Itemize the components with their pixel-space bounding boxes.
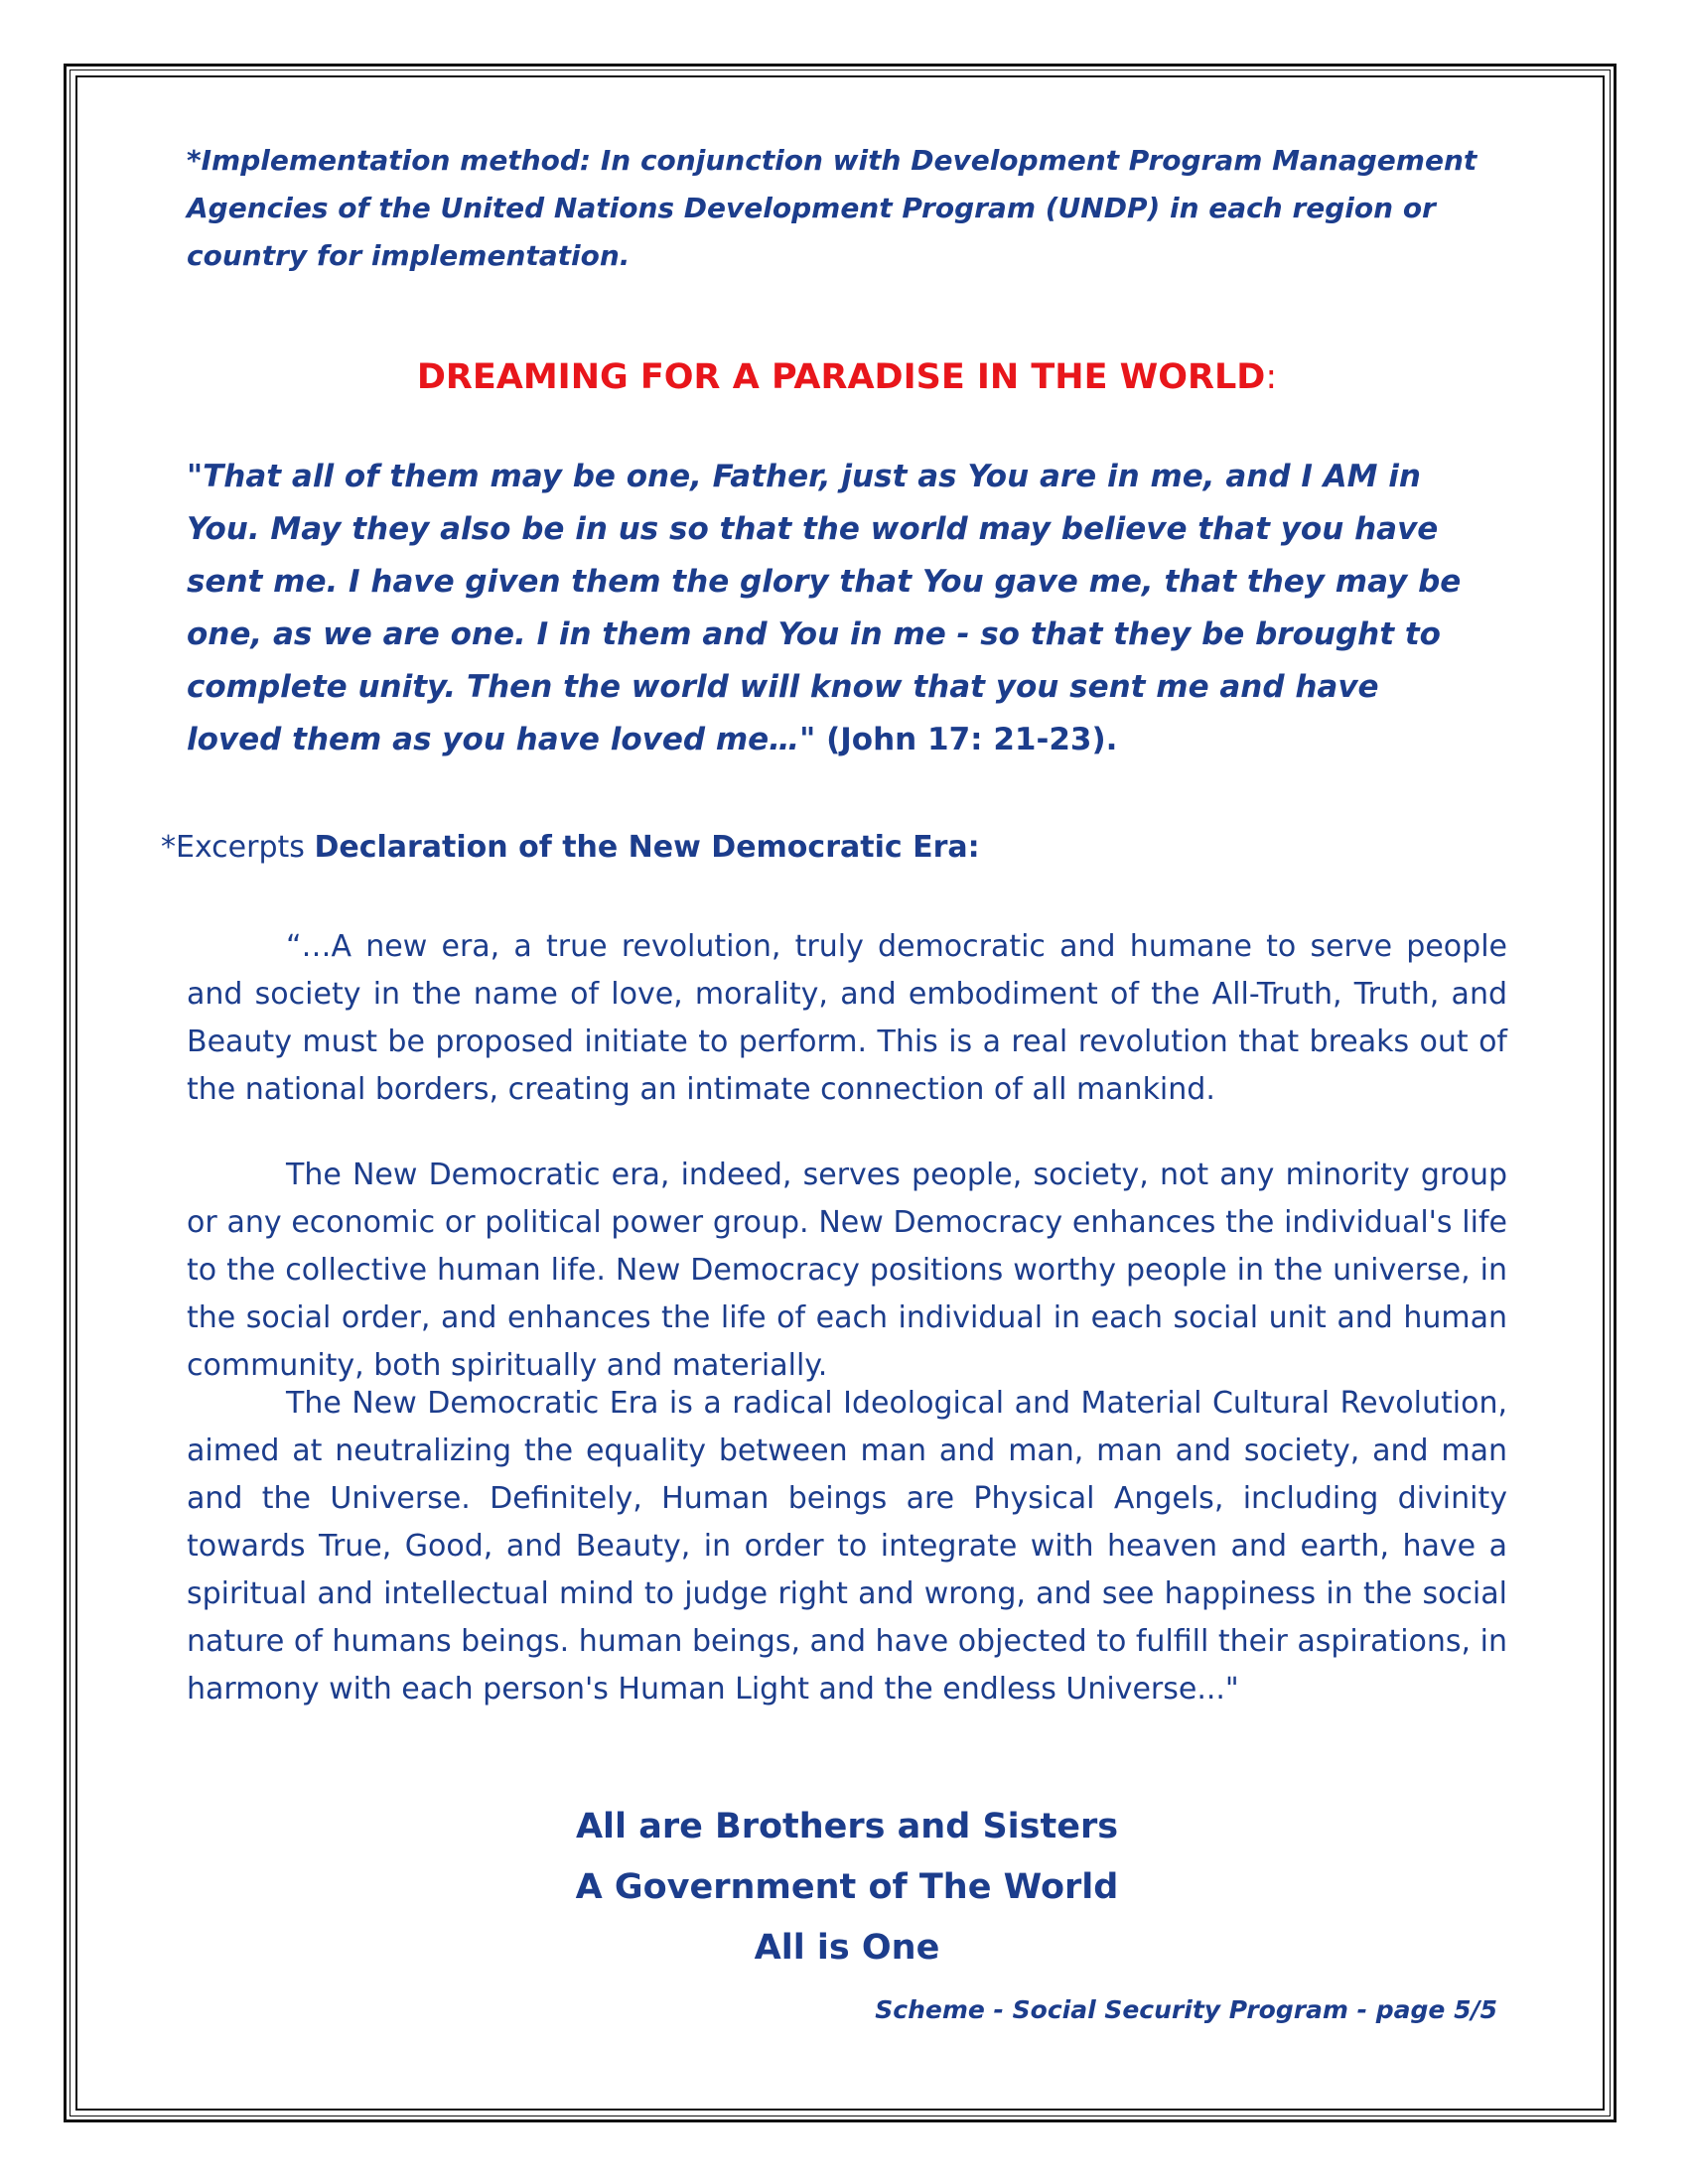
quote-reference: " (John 17: 21-23). — [799, 722, 1118, 757]
closing-line-2: A Government of The World — [575, 1867, 1119, 1907]
closing-line-3: All is One — [754, 1928, 940, 1968]
heading-colon: : — [1265, 357, 1278, 397]
paragraph-2: The New Democratic era, indeed, serves people, society, not any minority group or any economic or political power group. New Democracy enhances the individual's life to the collective human life. New Democracy positions worthy people in the universe, in the social order, and enhances the life of each individual in each social unit and human community, both spiritually and materially. — [187, 1158, 1507, 1383]
bible-quote — [187, 451, 1477, 766]
excerpt-declaration-title: Declaration of the New Democratic Era: — [314, 830, 980, 865]
paragraph-3: The New Democratic Era is a radical Ideological and Material Cultural Revolution, aimed at neutralizing the equality between man and man, man and society, and man and the Universe. Definitely, Human beings are Physical Angels, including divinity towards True, Good, and Beauty, in order to integrate with heaven and earth, have a spiritual and intellectual mind to judge right and wrong, and see happiness in the social nature of humans beings. human beings, and have objected to fulfill their aspirations, in harmony with each person's Human Light and the endless Universe..." — [187, 1386, 1507, 1706]
section-heading — [187, 357, 1507, 397]
excerpt-title — [161, 830, 980, 865]
excerpt-prefix: *Excerpts — [161, 830, 315, 865]
page-footer: Scheme - Social Security Program - page 5/5 — [875, 1995, 1497, 2024]
implementation-method: *Implementation method: In conjunction with Development Program Management Agencies of the United Nations Development Program (UNDP) in each region or country for implementation. — [187, 144, 1477, 272]
quote-text: "That all of them may be one, Father, just as You are in me, and I AM in You. May they also be in us so that the world may believe that you have sent me. I have given them the glory that You gave me, that they may be one, as we are one. I in them and You in me - so that they be brought to complete unity. Then the world will know that you sent me and have loved them as you have loved me… — [187, 459, 1462, 757]
closing-statement — [187, 1797, 1507, 1979]
closing-line-1: All are Brothers and Sisters — [575, 1807, 1119, 1846]
heading-text: DREAMING FOR A PARADISE IN THE WORLD — [416, 357, 1266, 397]
page-content — [161, 137, 1507, 1968]
paragraph-1: “…A new era, a true revolution, truly democratic and humane to serve people and society in the name of love, morality, and embodiment of the All-Truth, Truth, and Beauty must be proposed initiate to perform. This is a real revolution that breaks out of the national borders, creating an intimate connection of all mankind. — [187, 929, 1507, 1107]
